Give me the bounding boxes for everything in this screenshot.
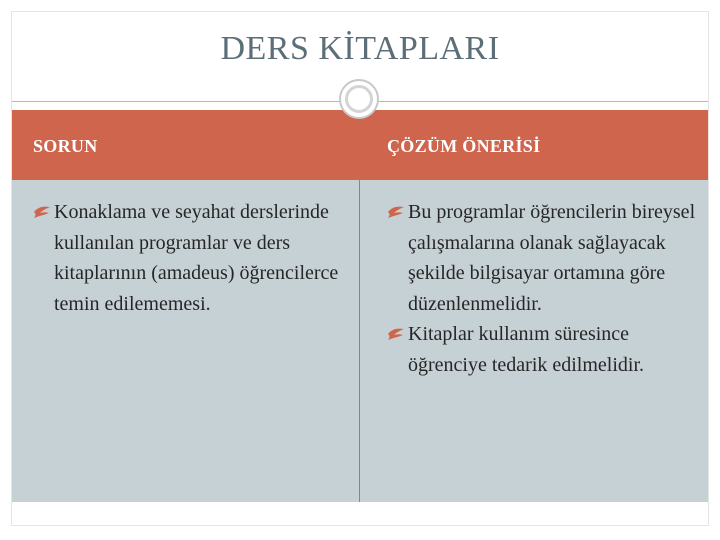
column-header-solution: ÇÖZÜM ÖNERİSİ: [387, 136, 541, 156]
table-header-row: [12, 110, 708, 180]
list-item-text: Konaklama ve seyahat derslerinde kullanılan programlar ve ders kitaplarının (amadeus) öğrencilerce temin edilememesi.: [54, 201, 339, 315]
column-divider: [359, 180, 360, 502]
list-item-text: Bu programlar öğrencilerin bireysel çalışmalarına olanak sağlayacak şekilde bilgisayar ortamına göre düzenlenmelidir.: [408, 201, 696, 315]
list-item: [33, 197, 351, 319]
wing-bullet-icon: [387, 206, 405, 219]
list-item-text: Kitaplar kullanım süresince öğrenciye tedarik edilmelidir.: [408, 323, 645, 376]
wing-bullet-icon: [387, 328, 405, 341]
column-header-problem: SORUN: [33, 136, 98, 156]
wing-bullet-icon: [33, 206, 51, 219]
list-item: [387, 197, 699, 319]
solution-column: [387, 197, 699, 380]
decorative-ring-icon: [345, 85, 373, 113]
list-item: [387, 319, 699, 380]
problem-column: [33, 197, 351, 319]
slide-title: DERS KİTAPLARI: [220, 30, 500, 67]
